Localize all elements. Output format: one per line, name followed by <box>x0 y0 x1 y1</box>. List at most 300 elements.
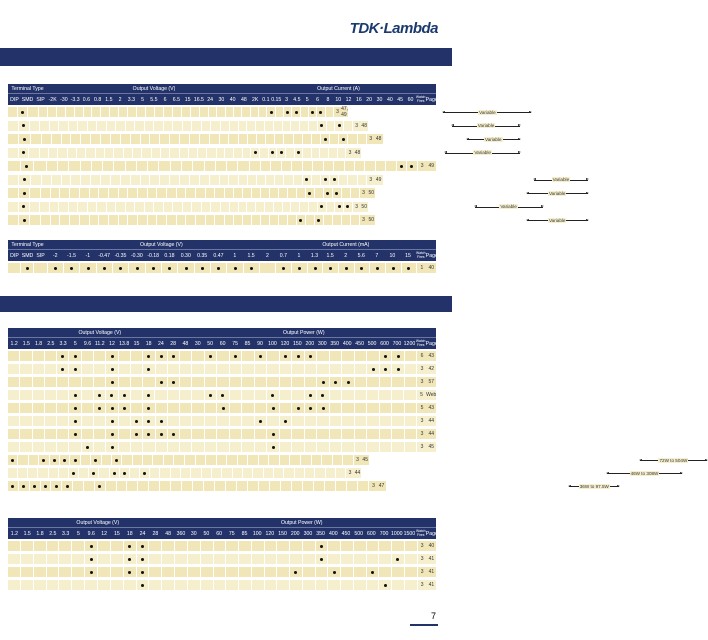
output-cell <box>335 202 344 212</box>
output-cell <box>354 541 367 551</box>
voltage-cell <box>124 567 137 577</box>
availability-dot <box>74 368 77 371</box>
voltage-cell <box>119 390 131 400</box>
voltage-cell <box>111 175 121 185</box>
voltage-cell <box>102 455 112 465</box>
voltage-cell <box>175 580 188 590</box>
voltage-cell <box>58 161 69 171</box>
voltage-cell <box>162 567 175 577</box>
voltage-cell <box>119 215 129 225</box>
output-cell <box>326 107 334 117</box>
voltage-cell <box>111 580 124 590</box>
voltage-cell <box>45 403 57 413</box>
watch-cell: 3 <box>353 121 361 131</box>
column-header-row <box>8 249 436 261</box>
col-header-voltage: 28 <box>152 530 159 537</box>
page-ref-cell: 42 <box>428 366 435 372</box>
output-cell <box>342 390 354 400</box>
column-header-row <box>8 337 436 349</box>
voltage-cell <box>110 468 120 478</box>
output-cell <box>324 161 334 171</box>
output-cell <box>284 134 293 144</box>
availability-dot <box>141 558 144 561</box>
output-cell <box>315 468 325 478</box>
terminal-cell <box>30 215 41 225</box>
availability-dot <box>147 355 150 358</box>
voltage-cell <box>106 390 118 400</box>
col-header-output: 450 <box>341 530 351 537</box>
output-cell <box>233 468 243 478</box>
output-cell <box>303 554 316 564</box>
output-cell <box>284 468 294 478</box>
voltage-cell <box>149 567 162 577</box>
output-cell <box>330 134 339 144</box>
voltage-cell <box>94 364 106 374</box>
availability-dot <box>338 124 341 127</box>
output-cell <box>265 580 278 590</box>
terminal-cell <box>29 148 40 158</box>
voltage-cell <box>109 215 119 225</box>
voltage-cell <box>8 364 20 374</box>
voltage-cell <box>94 351 106 361</box>
output-cell <box>230 202 239 212</box>
output-cell <box>317 403 330 413</box>
voltage-cell <box>47 161 58 171</box>
availability-dot <box>21 111 24 114</box>
output-cell <box>185 455 196 465</box>
voltage-cell <box>156 442 168 452</box>
availability-dot <box>321 394 324 397</box>
output-cell <box>279 215 288 225</box>
voltage-cell <box>60 188 70 198</box>
voltage-cell <box>18 455 28 465</box>
col-header-watch: Watch Fires <box>416 250 426 259</box>
output-cell <box>367 377 380 387</box>
output-cell <box>328 567 341 577</box>
voltage-cell <box>157 188 167 198</box>
output-cell <box>212 468 222 478</box>
output-cell <box>303 175 312 185</box>
col-header-voltage: 12 <box>101 530 107 537</box>
voltage-cell <box>106 416 118 426</box>
output-cell <box>255 403 268 413</box>
availability-dot <box>209 355 212 358</box>
voltage-cell <box>20 364 32 374</box>
voltage-cell <box>200 134 210 144</box>
output-cell <box>345 161 355 171</box>
output-cell <box>309 121 318 131</box>
output-cell <box>327 121 336 131</box>
availability-dot <box>25 165 28 168</box>
voltage-cell <box>62 134 72 144</box>
col-header-page: Page <box>425 96 438 103</box>
voltage-cell <box>180 442 192 452</box>
availability-dot <box>346 205 349 208</box>
output-cell <box>354 554 367 564</box>
output-cell <box>333 188 342 198</box>
voltage-cell <box>170 134 180 144</box>
output-cell <box>338 148 347 158</box>
voltage-cell <box>183 121 193 131</box>
col-header-output: 500 <box>354 530 363 537</box>
voltage-cell <box>191 107 200 117</box>
output-cell <box>275 134 284 144</box>
availability-dot <box>271 394 274 397</box>
output-cell <box>325 481 336 491</box>
col-header-output: 30 <box>194 340 201 347</box>
output-cell <box>355 161 365 171</box>
output-cell <box>292 377 305 387</box>
output-cell <box>348 134 357 144</box>
availability-dot <box>119 267 122 270</box>
col-header-output: 2 <box>344 252 348 259</box>
col-header-voltage: -0.30 <box>130 252 143 259</box>
voltage-cell <box>101 107 110 117</box>
output-cell <box>226 107 234 117</box>
output-cell <box>303 161 313 171</box>
table-row <box>8 106 496 118</box>
voltage-cell <box>20 442 32 452</box>
voltage-cell <box>138 481 149 491</box>
voltage-cell <box>20 377 32 387</box>
output-cell <box>282 161 292 171</box>
watch-cell: 3 <box>417 377 426 387</box>
output-cell <box>284 175 293 185</box>
availability-dot <box>54 267 57 270</box>
voltage-cell <box>143 403 155 413</box>
output-cell <box>317 107 325 117</box>
output-cell <box>324 215 333 225</box>
availability-dot <box>72 472 75 475</box>
voltage-cell <box>8 554 21 564</box>
voltage-cell <box>86 148 95 158</box>
output-cell <box>192 416 205 426</box>
col-header-output: 16 <box>355 96 362 103</box>
output-cell <box>243 215 252 225</box>
voltage-cell <box>128 188 138 198</box>
output-cell <box>328 554 341 564</box>
col-header-voltage: -0.18 <box>147 252 160 259</box>
voltage-cell <box>20 390 32 400</box>
voltage-cell <box>94 416 106 426</box>
output-cell <box>313 161 323 171</box>
voltage-cell <box>41 215 51 225</box>
watch-cell: 3 <box>418 567 427 577</box>
output-cell <box>280 364 293 374</box>
col-header-output: 8 <box>326 96 330 103</box>
voltage-cell <box>142 148 151 158</box>
availability-dot <box>11 459 14 462</box>
voltage-cell <box>207 148 216 158</box>
col-header-voltage: -1 <box>85 252 91 259</box>
voltage-cell <box>155 107 164 117</box>
availability-dot <box>66 485 69 488</box>
section-banner-top <box>0 48 452 66</box>
output-cell <box>257 134 266 144</box>
availability-dot <box>309 407 312 410</box>
availability-dot <box>141 584 144 587</box>
output-cell <box>181 468 191 478</box>
voltage-cell <box>190 134 200 144</box>
output-cell <box>347 481 358 491</box>
voltage-cell <box>111 134 121 144</box>
voltage-cell <box>189 148 198 158</box>
output-cell <box>309 202 318 212</box>
col-header-voltage: 18 <box>126 530 133 537</box>
voltage-cell <box>170 148 179 158</box>
output-cell <box>342 416 355 426</box>
availability-dot <box>61 355 64 358</box>
output-cell <box>405 554 418 564</box>
page-ref-cell: 48 <box>354 149 361 156</box>
output-cell <box>405 567 418 577</box>
output-cell <box>330 175 339 185</box>
voltage-cell <box>21 580 34 590</box>
output-cell <box>270 188 279 198</box>
terminal-cell <box>30 188 41 198</box>
output-cell <box>367 364 380 374</box>
output-cell <box>182 481 193 491</box>
voltage-cell <box>8 580 21 590</box>
availability-dot <box>11 485 14 488</box>
output-cell <box>283 121 292 131</box>
footer-rule <box>410 624 438 626</box>
voltage-cell <box>131 364 143 374</box>
voltage-cell <box>106 364 118 374</box>
availability-dot <box>250 267 253 270</box>
voltage-cell <box>106 429 118 439</box>
voltage-cell <box>149 554 162 564</box>
output-cell <box>291 121 300 131</box>
col-header-output: 700 <box>379 530 389 537</box>
voltage-cell <box>41 188 51 198</box>
voltage-cell <box>182 107 191 117</box>
output-cell <box>367 351 380 361</box>
col-header-voltage: 0.6 <box>82 96 90 103</box>
voltage-cell <box>186 215 196 225</box>
col-header-voltage: 15 <box>184 96 191 103</box>
voltage-cell <box>64 263 80 273</box>
voltage-cell <box>178 263 194 273</box>
voltage-cell <box>206 188 216 198</box>
output-cell <box>267 429 280 439</box>
col-header-output: 50 <box>203 530 210 537</box>
col-header-output: 5.6 <box>357 252 365 259</box>
range-arrow <box>445 148 520 158</box>
table-row <box>8 567 436 577</box>
output-cell <box>342 429 355 439</box>
output-cell <box>267 403 280 413</box>
output-cell <box>239 134 248 144</box>
output-cell <box>256 121 265 131</box>
output-cell <box>348 175 357 185</box>
output-cell <box>336 468 346 478</box>
col-header-voltage: -3.3 <box>70 96 80 103</box>
col-header-output: 100 <box>268 340 277 347</box>
output-cell <box>205 403 218 413</box>
output-cell <box>239 541 252 551</box>
availability-dot <box>147 407 150 410</box>
availability-dot <box>42 459 45 462</box>
output-cell <box>402 263 418 273</box>
col-header-output: 60 <box>219 340 226 347</box>
col-header-voltage: 3.3 <box>62 530 70 537</box>
voltage-cell <box>131 429 143 439</box>
col-header-voltage: 0.35 <box>197 252 208 259</box>
output-cell <box>256 202 265 212</box>
voltage-cell <box>220 175 230 185</box>
output-cell <box>217 416 230 426</box>
availability-dot <box>74 394 77 397</box>
voltage-cell <box>18 468 28 478</box>
voltage-cell <box>113 263 129 273</box>
output-cell <box>354 567 367 577</box>
col-header-output: 120 <box>280 340 290 347</box>
output-cell <box>226 481 237 491</box>
output-cell <box>392 416 405 426</box>
output-cell <box>192 403 205 413</box>
voltage-cell <box>122 455 132 465</box>
availability-dot <box>360 267 363 270</box>
col-header-voltage: 1.5 <box>247 252 255 259</box>
col-header-output: 3 <box>285 96 289 103</box>
availability-dot <box>209 394 212 397</box>
col-header-output: 1 <box>297 252 301 259</box>
voltage-cell <box>140 468 150 478</box>
voltage-cell <box>180 148 189 158</box>
availability-dot <box>111 381 114 384</box>
output-cell <box>404 390 416 400</box>
output-cell <box>290 554 303 564</box>
voltage-cell <box>39 455 49 465</box>
output-cell <box>267 107 275 117</box>
output-cell <box>303 481 314 491</box>
voltage-cell <box>85 567 98 577</box>
range-arrow-label: Variable <box>485 136 502 142</box>
voltage-cell <box>47 554 60 564</box>
output-cell <box>317 351 330 361</box>
output-cell <box>341 567 354 577</box>
voltage-cell <box>81 455 91 465</box>
voltage-cell <box>175 541 188 551</box>
group-header-output: Output Power (W) <box>280 519 323 526</box>
col-header-voltage: 16.5 <box>193 96 204 103</box>
availability-dot <box>63 459 66 462</box>
availability-dot <box>297 151 300 154</box>
output-cell <box>209 107 217 117</box>
availability-dot <box>128 558 131 561</box>
voltage-cell <box>157 215 167 225</box>
voltage-cell <box>143 416 155 426</box>
voltage-cell <box>95 481 106 491</box>
output-cell <box>355 364 368 374</box>
output-cell <box>380 416 393 426</box>
col-header-output: 75 <box>232 340 238 347</box>
col-header-output: 85 <box>241 530 248 537</box>
output-cell <box>205 390 217 400</box>
voltage-cell <box>39 107 48 117</box>
terminal-cell <box>30 121 41 131</box>
col-header-voltage: 0.18 <box>164 252 175 259</box>
output-cell <box>174 455 185 465</box>
availability-dot <box>135 433 138 436</box>
output-cell <box>286 148 295 158</box>
table-row <box>8 580 436 590</box>
voltage-cell <box>126 161 137 171</box>
voltage-cell <box>190 175 200 185</box>
output-cell <box>280 429 293 439</box>
voltage-cell <box>89 468 99 478</box>
output-cell <box>247 202 256 212</box>
output-cell <box>267 390 279 400</box>
output-cell <box>367 390 379 400</box>
output-cell <box>201 580 214 590</box>
table-row <box>8 416 436 426</box>
output-cell <box>280 390 292 400</box>
voltage-cell <box>177 188 187 198</box>
voltage-cell <box>106 351 118 361</box>
col-header-voltage: 12 <box>109 340 115 347</box>
voltage-cell <box>133 148 142 158</box>
group-header-output: Output Power (W) <box>283 329 325 336</box>
voltage-cell <box>141 134 151 144</box>
watch-cell: 3 <box>334 107 341 117</box>
voltage-cell <box>60 455 70 465</box>
product-table-dc-dc-1 <box>8 84 570 229</box>
voltage-cell <box>120 468 130 478</box>
watch-cell: 3 <box>346 148 353 158</box>
availability-dot <box>372 368 375 371</box>
col-header-watch: Watch Fires <box>415 338 426 347</box>
output-cell <box>226 567 239 577</box>
range-arrow <box>475 202 543 212</box>
output-cell <box>222 468 232 478</box>
voltage-cell <box>82 390 94 400</box>
output-cell <box>264 468 274 478</box>
voltage-cell <box>148 161 159 171</box>
voltage-cell <box>50 202 60 212</box>
voltage-cell <box>57 351 69 361</box>
availability-dot <box>147 394 150 397</box>
watch-cell: 3 <box>367 175 375 185</box>
voltage-cell <box>149 541 162 551</box>
voltage-cell <box>143 351 155 361</box>
tdk-lambda-logo: TDK·Lambda <box>349 20 438 37</box>
output-cell <box>230 403 243 413</box>
voltage-cell <box>137 541 150 551</box>
voltage-cell <box>82 377 94 387</box>
voltage-cell <box>101 175 111 185</box>
output-cell <box>365 161 375 171</box>
voltage-cell <box>42 175 52 185</box>
output-cell <box>214 567 227 577</box>
availability-dot <box>222 407 225 410</box>
table-body <box>8 106 570 225</box>
output-cell <box>257 175 266 185</box>
output-cell <box>252 541 265 551</box>
output-cell <box>242 442 255 452</box>
output-cell <box>255 377 268 387</box>
output-cell <box>290 455 301 465</box>
voltage-cell <box>119 403 131 413</box>
availability-dot <box>98 407 101 410</box>
output-cell <box>217 351 230 361</box>
voltage-cell <box>98 580 111 590</box>
output-cell <box>192 377 205 387</box>
voltage-cell <box>50 121 60 131</box>
terminal-cell <box>19 121 30 131</box>
voltage-cell <box>8 416 20 426</box>
